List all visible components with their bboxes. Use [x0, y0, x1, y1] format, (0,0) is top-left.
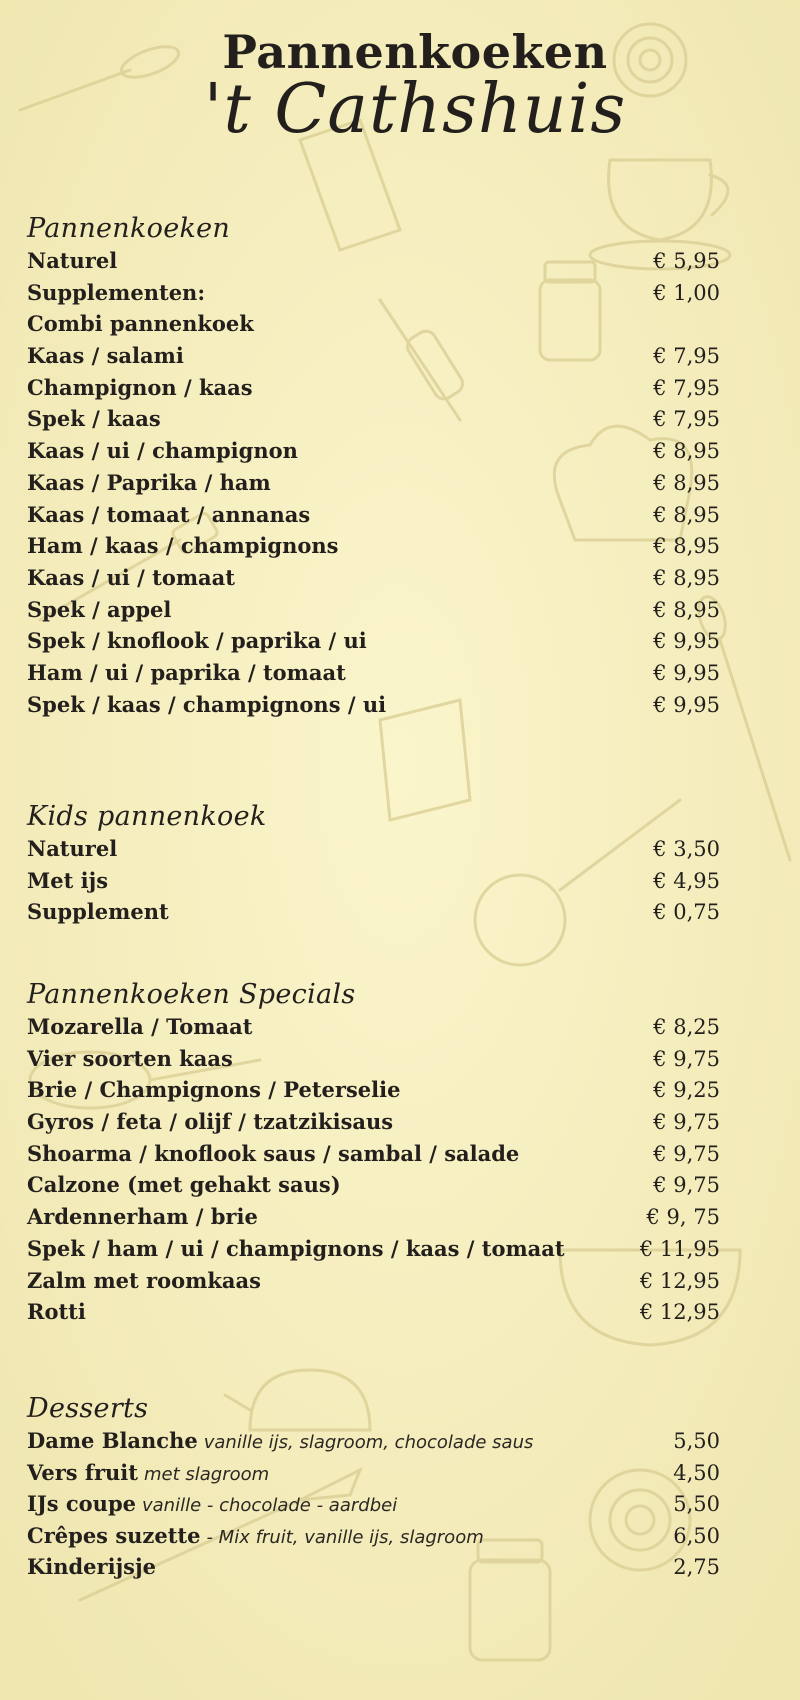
item-description: vanille ijs, slagroom, chocolade saus — [203, 1432, 534, 1453]
item-name: Ham / kaas / champignons — [27, 533, 339, 559]
item-name: Spek / ham / ui / champignons / kaas / tomaat — [27, 1235, 565, 1261]
item-price: € 9,95 — [653, 629, 720, 654]
menu-header — [0, 25, 800, 150]
menu-item — [27, 1428, 720, 1460]
menu-item — [27, 1046, 720, 1078]
item-price: € 3,50 — [653, 837, 720, 861]
menu-item — [27, 533, 720, 565]
section-pannenkoeken-specials — [27, 978, 720, 1331]
menu-item — [27, 660, 720, 692]
section-pannenkoeken — [27, 212, 720, 723]
menu-item — [27, 1141, 720, 1173]
item-name: Rotti — [27, 1299, 86, 1325]
item-description: met slagroom — [143, 1463, 270, 1485]
item-name: Kaas / Paprika / ham — [27, 469, 271, 495]
item-price: € 8,95 — [653, 502, 720, 527]
item-name-group — [27, 1428, 533, 1453]
menu-item — [27, 565, 720, 597]
item-price: € 9,75 — [653, 1173, 720, 1198]
menu-item — [27, 692, 720, 724]
item-price: € 8,95 — [653, 439, 720, 464]
menu-item — [27, 1554, 720, 1586]
item-name: Vers fruit — [27, 1459, 138, 1485]
menu-item — [27, 1491, 720, 1523]
item-name-group — [27, 1460, 269, 1485]
item-name: Spek / appel — [27, 596, 172, 622]
menu-item — [27, 1172, 720, 1204]
menu-item — [27, 1299, 720, 1331]
item-price: € 8,95 — [653, 597, 720, 622]
item-name-group — [27, 1523, 484, 1548]
item-price: € 12,95 — [639, 1300, 720, 1325]
item-price: € 7,95 — [653, 407, 720, 432]
item-name: Naturel — [27, 836, 118, 861]
item-name: Spek / kaas — [27, 406, 161, 432]
item-price: € 8,95 — [653, 565, 720, 590]
item-price: € 8,95 — [653, 470, 720, 495]
item-name: Ham / ui / paprika / tomaat — [27, 659, 346, 685]
item-name: Kaas / tomaat / annanas — [27, 501, 311, 527]
item-name: Brie / Champignons / Peterselie — [27, 1077, 401, 1103]
menu-item — [27, 1109, 720, 1141]
item-name: Kinderijsje — [27, 1554, 156, 1579]
item-name: Supplement — [27, 899, 169, 925]
menu-item — [27, 1268, 720, 1300]
item-price: € 12,95 — [639, 1268, 720, 1293]
item-price: 4,50 — [673, 1460, 720, 1485]
item-name: Crêpes suzette — [27, 1522, 201, 1548]
menu-item — [27, 1077, 720, 1109]
menu-item — [27, 311, 720, 343]
item-price: € 0,75 — [653, 900, 720, 925]
item-name: Supplementen: — [27, 279, 206, 305]
menu-item — [27, 628, 720, 660]
item-name: Naturel — [27, 248, 118, 273]
section-title: Pannenkoeken Specials — [27, 979, 356, 1010]
item-price: € 9,25 — [653, 1078, 720, 1103]
item-price: € 4,95 — [653, 868, 720, 893]
item-price: € 7,95 — [653, 344, 720, 369]
item-price: € 1,00 — [653, 280, 720, 305]
item-name: Combi pannenkoek — [27, 311, 254, 337]
item-name: Kaas / ui / champignon — [27, 438, 298, 464]
item-price: 2,75 — [673, 1555, 720, 1579]
section-kids-pannenkoek — [27, 800, 720, 931]
menu-item — [27, 1460, 720, 1492]
item-price: € 8,25 — [653, 1015, 720, 1039]
menu-item — [27, 1204, 720, 1236]
item-name: IJs coupe — [27, 1491, 136, 1516]
item-name: Zalm met roomkaas — [27, 1267, 261, 1293]
menu-item — [27, 470, 720, 502]
item-price: € 9,95 — [653, 692, 720, 717]
item-name-group — [27, 1554, 162, 1579]
menu-item — [27, 248, 720, 280]
item-price: 6,50 — [673, 1523, 720, 1548]
section-title: Desserts — [27, 1393, 149, 1424]
item-name: Kaas / salami — [27, 343, 184, 369]
section-title: Pannenkoeken — [27, 213, 231, 244]
menu-item — [27, 502, 720, 534]
item-name-group — [27, 1491, 397, 1516]
item-price: € 9,75 — [653, 1046, 720, 1071]
menu-item — [27, 868, 720, 900]
item-price: € 9,75 — [653, 1141, 720, 1166]
item-name: Vier soorten kaas — [27, 1045, 233, 1071]
item-price: € 7,95 — [653, 375, 720, 400]
menu-item — [27, 1523, 720, 1555]
item-name: Calzone (met gehakt saus) — [27, 1172, 341, 1198]
item-name: Met ijs — [27, 867, 109, 893]
item-price: 5,50 — [673, 1429, 720, 1453]
menu-item — [27, 406, 720, 438]
item-price: € 5,95 — [653, 249, 720, 273]
item-description: - Mix fruit, vanille ijs, slagroom — [206, 1526, 484, 1548]
item-price: € 9, 75 — [646, 1205, 720, 1230]
item-price: 5,50 — [673, 1492, 720, 1516]
item-price: € 9,95 — [653, 660, 720, 685]
item-description: vanille - chocolade - aardbei — [142, 1495, 398, 1516]
menu-item — [27, 375, 720, 407]
item-price: € 11,95 — [639, 1236, 720, 1261]
menu-item — [27, 899, 720, 931]
menu-item — [27, 1014, 720, 1046]
menu-item — [27, 597, 720, 629]
item-name: Spek / knoflook / paprika / ui — [27, 628, 367, 654]
item-name: Ardennerham / brie — [27, 1204, 258, 1230]
menu-item — [27, 836, 720, 868]
restaurant-name: 't Cathshuis — [203, 70, 627, 150]
item-price: € 8,95 — [653, 534, 720, 559]
menu-title: Pannenkoeken — [222, 25, 608, 79]
menu-item — [27, 343, 720, 375]
item-name: Champignon / kaas — [27, 374, 253, 400]
item-name: Spek / kaas / champignons / ui — [27, 691, 387, 717]
item-price: € 9,75 — [653, 1110, 720, 1135]
section-desserts — [27, 1392, 720, 1586]
menu-item — [27, 438, 720, 470]
item-name: Mozarella / Tomaat — [27, 1014, 253, 1039]
menu-item — [27, 280, 720, 312]
item-name: Kaas / ui / tomaat — [27, 564, 235, 590]
menu-item — [27, 1236, 720, 1268]
item-name: Gyros / feta / olijf / tzatzikisaus — [27, 1109, 394, 1135]
item-name: Dame Blanche — [27, 1428, 198, 1453]
item-name: Shoarma / knoflook saus / sambal / salade — [27, 1140, 520, 1166]
section-title: Kids pannenkoek — [27, 801, 267, 832]
